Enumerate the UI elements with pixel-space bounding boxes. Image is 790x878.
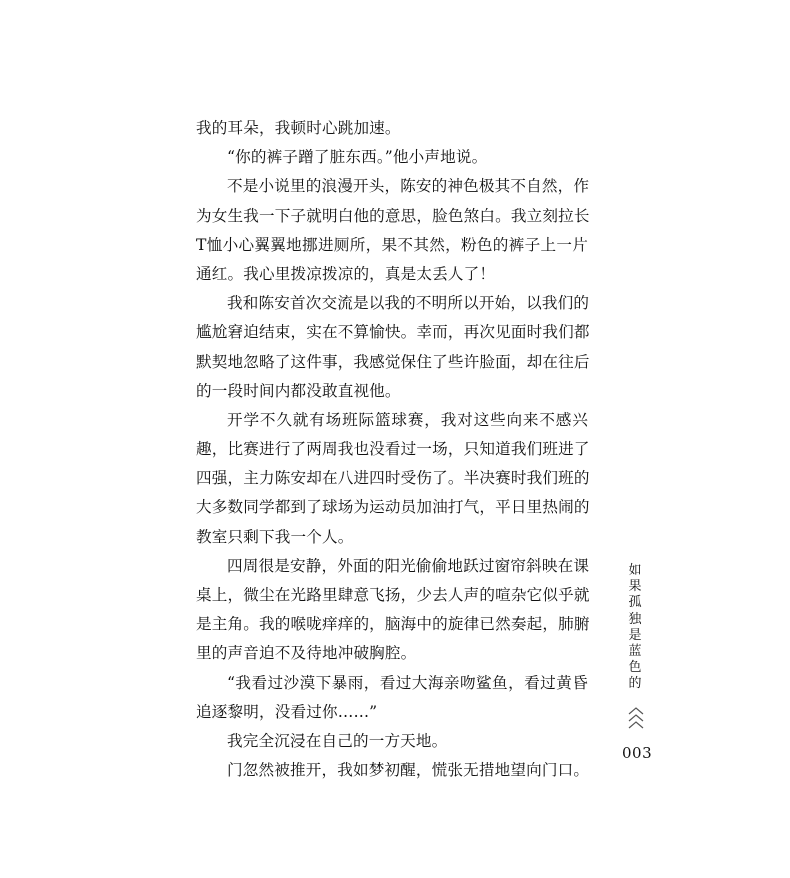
text-line: 我和陈安首次交流是以我的不明所以开始，以我们的 — [227, 294, 590, 313]
text-line: 里的声音迫不及待地冲破胸腔。 — [196, 644, 417, 663]
text-line: 不是小说里的浪漫开头，陈安的神色极其不自然，作 — [227, 177, 590, 196]
text-line: 为女生我一下子就明白他的意思，脸色煞白。我立刻拉长 — [196, 206, 590, 225]
text-line: “你的裤子蹭了脏东西。”他小声地说。 — [227, 148, 488, 167]
text-line: 尴尬窘迫结束，实在不算愉快。幸而，再次见面时我们都 — [196, 323, 590, 342]
text-line: 大多数同学都到了球场为运动员加油打气，平日里热闹的 — [196, 498, 590, 517]
text-line: 教室只剩下我一个人。 — [196, 527, 354, 546]
text-line: 四强，主力陈安却在八进四时受伤了。半决赛时我们班的 — [196, 469, 590, 488]
text-line: 开学不久就有场班际篮球赛，我对这些向来不感兴 — [227, 410, 588, 429]
text-line: 我的耳朵，我顿时心跳加速。 — [196, 119, 401, 137]
text-line: 的一段时间内都没敢直视他。 — [196, 381, 401, 400]
text-line: 桌上，微尘在光路里肆意飞扬，少去人声的喧杂它似乎就 — [196, 586, 590, 604]
text-line: 默契地忽略了这件事，我感觉保住了些许脸面，却在往后 — [196, 352, 590, 371]
running-title: 如果孤独是蓝色的 — [628, 563, 642, 692]
text-line: “我看过沙漠下暴雨，看过大海亲吻鲨鱼，看过黄昏 — [227, 673, 588, 692]
body-text — [196, 114, 588, 785]
text-line: 通红。我心里拨凉拨凉的，真是太丢人了！ — [196, 264, 496, 283]
text-line: T恤小心翼翼地挪进厕所，果不其然，粉色的裤子上一片 — [196, 235, 588, 254]
text-line: 我完全沉浸在自己的一方天地。 — [227, 731, 448, 750]
text-line: 追逐黎明，没看过你……” — [196, 702, 378, 721]
text-line: 是主角。我的喉咙痒痒的，脑海中的旋律已然奏起，肺腑 — [196, 615, 590, 634]
text-line: 门忽然被推开，我如梦初醒，慌张无措地望向门口。 — [227, 761, 590, 780]
triple-chevron-up-icon — [625, 706, 647, 730]
text-line: 趣，比赛进行了两周我也没看过一场，只知道我们班进了 — [196, 440, 590, 459]
text-line: 四周很是安静，外面的阳光偷偷地跃过窗帘斜映在课 — [227, 556, 590, 575]
page-number: 003 — [622, 744, 653, 762]
